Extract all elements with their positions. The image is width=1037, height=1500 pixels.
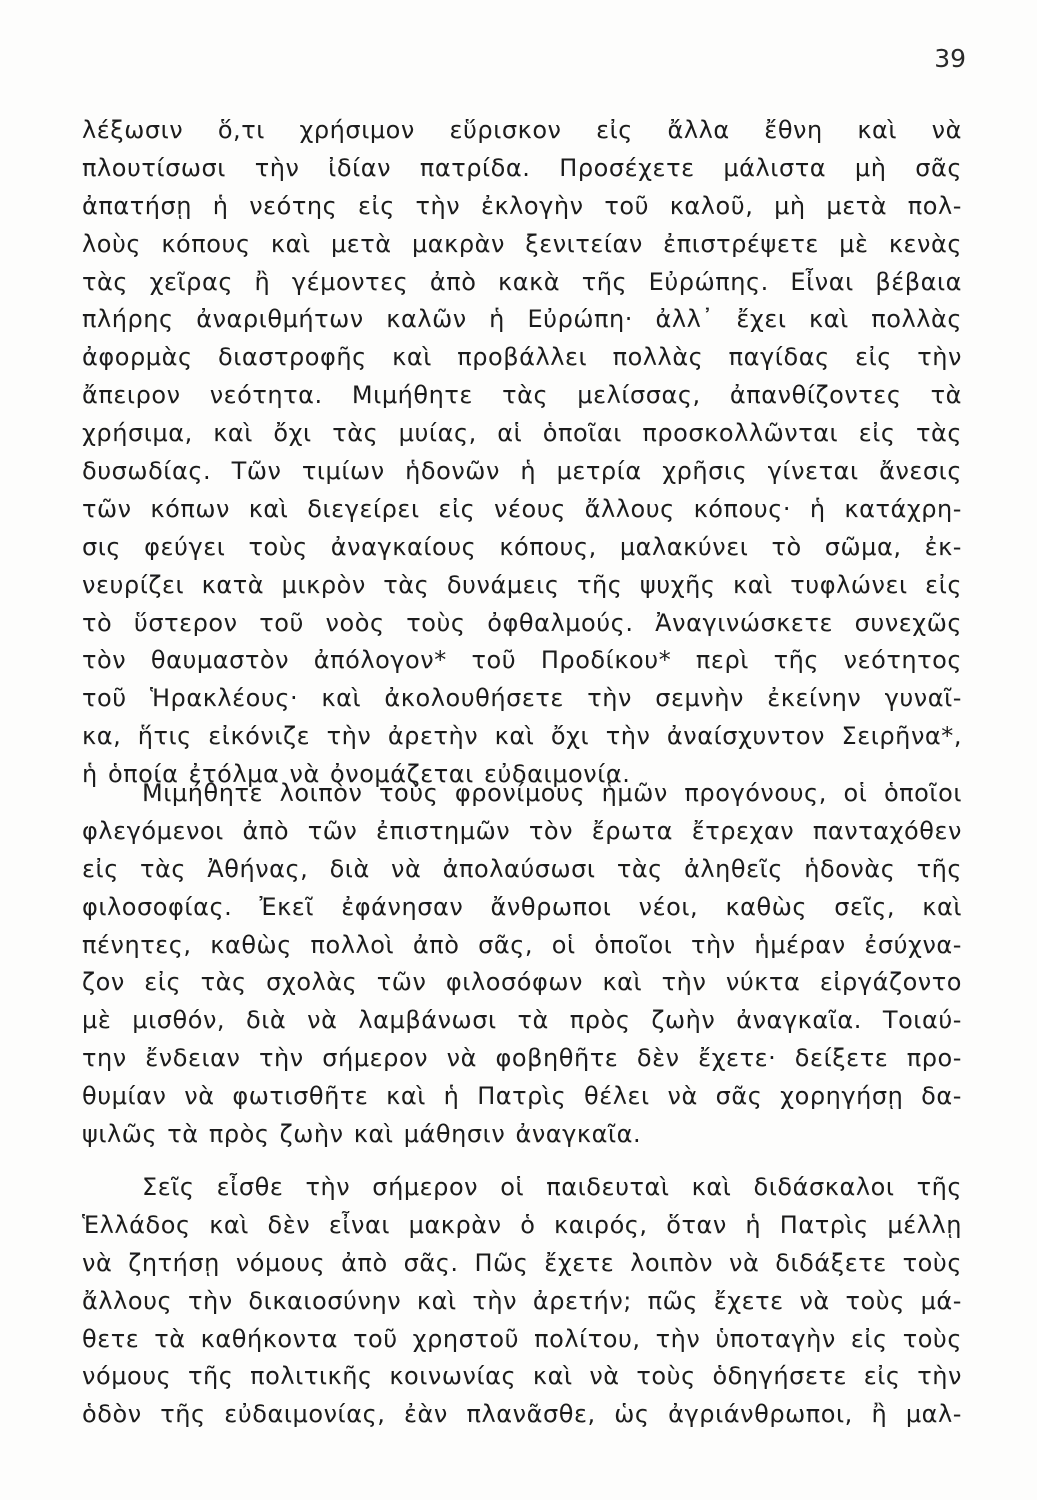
text-line: νόμους τῆς πολιτικῆς κοινωνίας καὶ νὰ τοὺς ὁδηγήσετε εἰς τὴν: [82, 1362, 962, 1391]
paragraph-3: [82, 1169, 962, 1434]
text-line: ὁδὸν τῆς εὐδαιμονίας, ἐὰν πλανᾶσθε, ὡς ἀγριάνθρωποι, ἢ μαλ-: [82, 1400, 962, 1429]
text-line: ἡ ὁποία ἐτόλμα νὰ ὀνομάζεται εὐδαιμονία.: [82, 760, 631, 789]
text-line: τοῦ Ἡρακλέους· καὶ ἀκολουθήσετε τὴν σεμνὴν ἐκείνην γυναῖ-: [82, 684, 962, 713]
text-line: φιλοσοφίας. Ἐκεῖ ἐφάνησαν ἄνθρωποι νέοι, καθὼς σεῖς, καὶ: [82, 892, 962, 921]
text-line: λοὺς κόπους καὶ μετὰ μακρὰν ξενιτείαν ἐπιστρέψετε μὲ κενὰς: [82, 229, 962, 258]
text-line: τὰς χεῖρας ἢ γέμοντες ἀπὸ κακὰ τῆς Εὐρώπης. Εἶναι βέβαια: [82, 267, 962, 296]
text-line: ἀφορμὰς διαστροφῆς καὶ προβάλλει πολλὰς παγίδας εἰς τὴν: [82, 343, 962, 372]
text-line: χρήσιμα, καὶ ὄχι τὰς μυίας, αἱ ὁποῖαι προσκολλῶνται εἰς τὰς: [82, 419, 962, 448]
text-line: μὲ μισθόν, διὰ νὰ λαμβάνωσι τὰ πρὸς ζωὴν ἀναγκαῖα. Τοιαύ-: [82, 1006, 962, 1035]
paragraph-1: [82, 112, 962, 794]
paragraph-2: [82, 775, 962, 1154]
text-line: θυμίαν νὰ φωτισθῆτε καὶ ἡ Πατρὶς θέλει νὰ σᾶς χορηγήσῃ δα-: [82, 1082, 962, 1111]
text-line: την ἔνδειαν τὴν σήμερον νὰ φοβηθῆτε δὲν ἔχετε· δείξετε προ-: [82, 1044, 962, 1073]
page-number: 39: [934, 44, 966, 73]
text-line: ζον εἰς τὰς σχολὰς τῶν φιλοσόφων καὶ τὴν νύκτα εἰργάζοντο: [82, 968, 962, 997]
text-line: ψιλῶς τὰ πρὸς ζωὴν καὶ μάθησιν ἀναγκαῖα.: [82, 1120, 642, 1149]
text-line: δυσωδίας. Τῶν τιμίων ἡδονῶν ἡ μετρία χρῆσις γίνεται ἄνεσις: [82, 457, 962, 486]
text-line: σις φεύγει τοὺς ἀναγκαίους κόπους, μαλακύνει τὸ σῶμα, ἐκ-: [82, 532, 962, 561]
text-line: τὸν θαυμαστὸν ἀπόλογον* τοῦ Προδίκου* περὶ τῆς νεότητος: [82, 646, 962, 675]
text-line: Σεῖς εἶσθε τὴν σήμερον οἱ παιδευταὶ καὶ διδάσκαλοι τῆς: [142, 1173, 962, 1201]
text-line: ἀπατήσῃ ἡ νεότης εἰς τὴν ἐκλογὴν τοῦ καλοῦ, μὴ μετὰ πολ-: [82, 191, 962, 220]
text-line: τῶν κόπων καὶ διεγείρει εἰς νέους ἄλλους κόπους· ἡ κατάχρη-: [82, 494, 962, 523]
text-line: πλήρης ἀναριθμήτων καλῶν ἡ Εὐρώπη· ἀλλ᾽ ἔχει καὶ πολλὰς: [82, 305, 962, 334]
text-line: πένητες, καθὼς πολλοὶ ἀπὸ σᾶς, οἱ ὁποῖοι τὴν ἡμέραν ἐσύχνα-: [82, 930, 962, 959]
text-line: εἰς τὰς Ἀθήνας, διὰ νὰ ἀπολαύσωσι τὰς ἀληθεῖς ἡδονὰς τῆς: [82, 854, 962, 883]
text-line: τὸ ὕστερον τοῦ νοὸς τοὺς ὀφθαλμούς. Ἀναγινώσκετε συνεχῶς: [82, 608, 962, 637]
text-line: Ἑλλάδος καὶ δὲν εἶναι μακρὰν ὁ καιρός, ὅταν ἡ Πατρὶς μέλλῃ: [82, 1210, 962, 1239]
text-line: ἄλλους τὴν δικαιοσύνην καὶ τὴν ἀρετήν; πῶς ἔχετε νὰ τοὺς μά-: [82, 1286, 962, 1315]
text-line: Μιμήθητε λοιπὸν τοὺς φρονίμους ἡμῶν προγόνους, οἱ ὁποῖοι: [142, 779, 962, 807]
text-line: θετε τὰ καθήκοντα τοῦ χρηστοῦ πολίτου, τὴν ὑποταγὴν εἰς τοὺς: [82, 1324, 962, 1353]
text-line: πλουτίσωσι τὴν ἰδίαν πατρίδα. Προσέχετε μάλιστα μὴ σᾶς: [82, 153, 962, 182]
text-line: φλεγόμενοι ἀπὸ τῶν ἐπιστημῶν τὸν ἔρωτα ἔτρεχαν πανταχόθεν: [82, 816, 962, 845]
text-line: λέξωσιν ὅ,τι χρήσιμον εὕρισκον εἰς ἄλλα ἔθνη καὶ νὰ: [82, 116, 962, 144]
text-line: νὰ ζητήσῃ νόμους ἀπὸ σᾶς. Πῶς ἔχετε λοιπὸν νὰ διδάξετε τοὺς: [82, 1248, 962, 1277]
text-line: ἄπειρον νεότητα. Μιμήθητε τὰς μελίσσας, ἀπανθίζοντες τὰ: [82, 381, 962, 410]
text-line: νευρίζει κατὰ μικρὸν τὰς δυνάμεις τῆς ψυχῆς καὶ τυφλώνει εἰς: [82, 570, 962, 599]
text-line: κα, ἥτις εἰκόνιζε τὴν ἀρετὴν καὶ ὄχι τὴν ἀναίσχυντον Σειρῆνα*,: [82, 722, 962, 751]
